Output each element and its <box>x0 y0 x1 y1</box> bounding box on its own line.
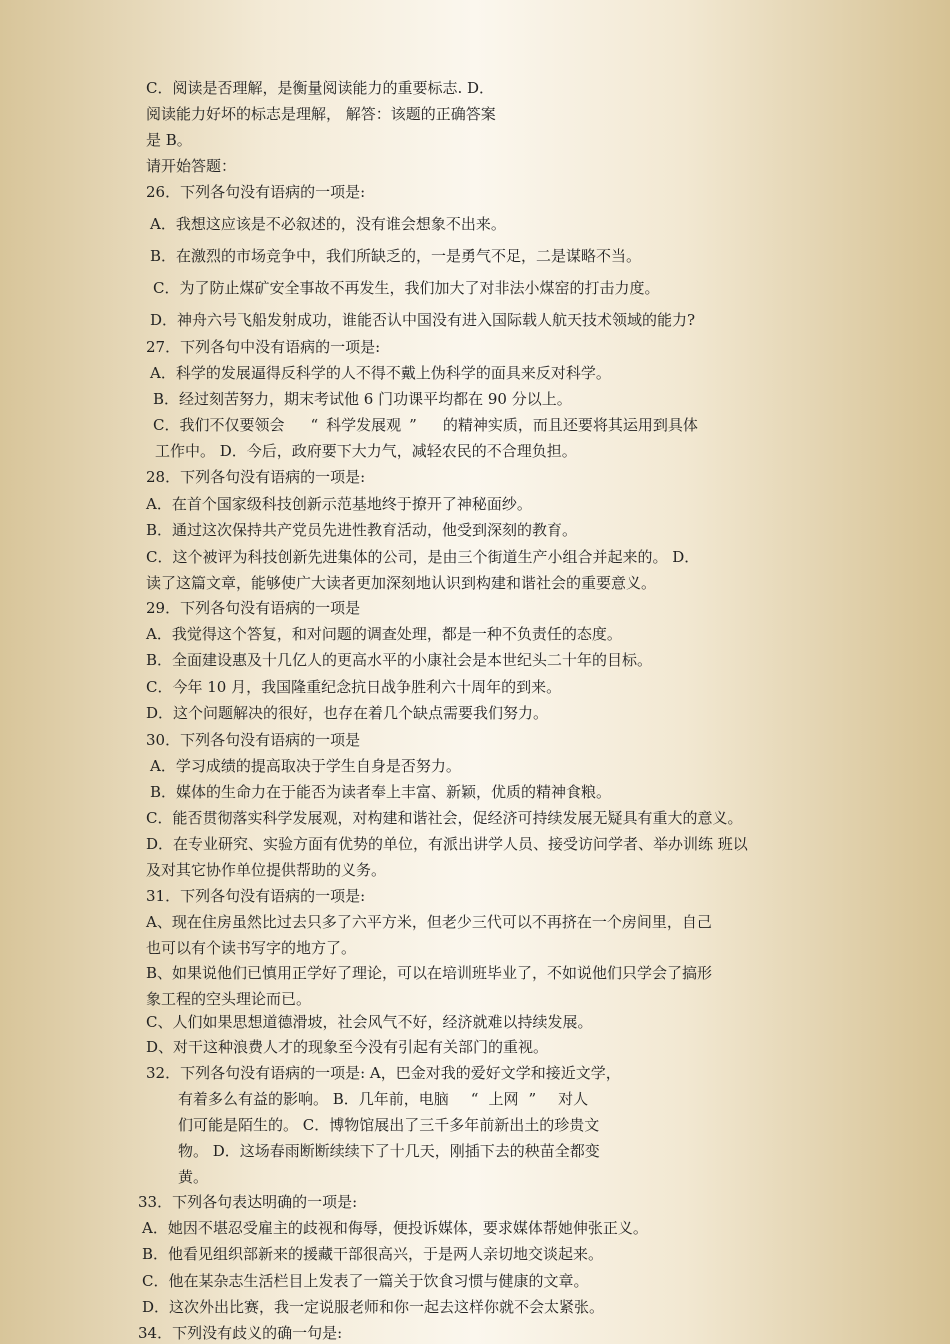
intro-line-4: 请开始答题： <box>146 157 237 175</box>
option-b: B．全面建设惠及十几亿人的更高水平的小康社会是本世纪头二十年的目标。 <box>146 651 653 669</box>
question-line-5: 黄。 <box>178 1168 209 1186</box>
question-stem: 29．下列各句没有语病的一项是 <box>146 599 361 617</box>
question-stem: 33．下列各句表达明确的一项是: <box>138 1193 358 1211</box>
question-stem: 31．下列各句没有语病的一项是: <box>146 887 366 905</box>
option-d: D．这次外出比赛，我一定说服老师和你一起去这样你就不会太紧张。 <box>142 1298 605 1316</box>
close-quote: ” <box>409 416 417 434</box>
option-a-line-1: A、现在住房虽然比过去只多了六平方米，但老少三代可以不再挤在一个房间里，自己 <box>146 913 712 931</box>
option-c: C、人们如果思想道德滑坡，社会风气不好，经济就难以持续发展。 <box>146 1013 593 1031</box>
option-a: A．我觉得这个答复，和对问题的调查处理，都是一种不负责任的态度。 <box>146 625 622 643</box>
option-b: B．媒体的生命力在于能否为读者奉上丰富、新颖，优质的精神食粮。 <box>150 783 612 801</box>
open-quote: “ <box>470 1090 479 1108</box>
option-d: 读了这篇文章，能够使广大读者更加深刻地认识到构建和谐社会的重要意义。 <box>146 574 657 592</box>
question-stem: 34．下列没有歧义的确一句是: <box>138 1324 343 1342</box>
option-c: C．为了防止煤矿安全事故不再发生，我们加大了对非法小煤窑的打击力度。 <box>153 279 660 297</box>
option-c: C．今年 10 月，我国隆重纪念抗日战争胜利六十周年的到来。 <box>146 678 562 696</box>
option-b: B．经过刻苦努力，期末考试他 6 门功课平均都在 90 分以上。 <box>153 390 572 408</box>
option-c-suffix: 的精神实质，而且还要将其运用到具体 <box>442 416 698 434</box>
line-2-prefix: 有着多么有益的影响。 B．几年前，电脑 <box>178 1090 449 1108</box>
question-line-3: 们可能是陌生的。 C．博物馆展出了三千多年前新出土的珍贵文 <box>178 1116 600 1134</box>
option-b-line-1: B、如果说他们已慎用正学好了理论，可以在培训班毕业了，不如说他们只学会了搞形 <box>146 964 713 982</box>
question-stem: 28．下列各句没有语病的一项是: <box>146 468 366 486</box>
option-a: A．科学的发展逼得反科学的人不得不戴上伪科学的面具来反对科学。 <box>150 364 611 382</box>
option-c: C．他在某杂志生活栏目上发表了一篇关于饮食习惯与健康的文章。 <box>142 1272 589 1290</box>
question-stem: 26．下列各句没有语病的一项是: <box>146 183 366 201</box>
question-line-4: 物。 D．这场春雨断断续续下了十几天，刚插下去的秧苗全都变 <box>178 1142 600 1160</box>
option-a: A．她因不堪忍受雇主的歧视和侮辱，便投诉媒体，要求媒体帮她伸张正义。 <box>142 1219 648 1237</box>
option-b: B．他看见组织部新来的援藏干部很高兴，于是两人亲切地交谈起来。 <box>142 1245 604 1263</box>
open-quote: “ <box>310 416 319 434</box>
question-stem: 27．下列各句中没有语病的一项是: <box>146 338 381 356</box>
question-line-2 <box>178 1089 588 1109</box>
option-a-line-2: 也可以有个读书写字的地方了。 <box>146 939 357 957</box>
quoted-term: 科学发展观 <box>326 416 402 434</box>
option-c: C．能否贯彻落实科学发展观，对构建和谐社会，促经济可持续发展无疑具有重大的意义。 <box>146 809 743 827</box>
intro-line-2: 阅读能力好坏的标志是理解， 解答：该题的正确答案 <box>146 105 496 123</box>
option-a: A．我想这应该是不必叙述的，没有谁会想象不出来。 <box>150 215 506 233</box>
intro-line-1: C．阅读是否理解，是衡量阅读能力的重要标志. D． <box>146 79 495 97</box>
option-d: D．这个问题解决的很好，也存在着几个缺点需要我们努力。 <box>146 704 549 722</box>
option-c-line-2: 工作中。 D．今后，政府要下大力气，减轻农民的不合理负担。 <box>155 442 577 460</box>
quoted-term: 上网 <box>488 1090 519 1108</box>
line-2-suffix: 对人 <box>558 1090 589 1108</box>
option-a: A．学习成绩的提高取决于学生自身是否努力。 <box>150 757 461 775</box>
intro-line-3: 是 B。 <box>146 131 192 149</box>
option-c-line-1 <box>153 415 698 435</box>
option-b: B．在激烈的市场竞争中，我们所缺乏的，一是勇气不足，二是谋略不当。 <box>150 247 642 265</box>
question-stem: 32．下列各句没有语病的一项是: A，巴金对我的爱好文学和接近文学， <box>146 1064 621 1082</box>
option-d-line-1: D．在专业研究、实验方面有优势的单位，有派出讲学人员、接受访问学者、举办训练 班以 <box>146 835 748 853</box>
option-a: A．在首个国家级科技创新示范基地终于撩开了神秘面纱。 <box>146 495 532 513</box>
option-d: D．神舟六号飞船发射成功，谁能否认中国没有进入国际载人航天技术领域的能力? <box>150 311 696 329</box>
option-c: C．这个被评为科技创新先进集体的公司，是由三个街道生产小组合并起来的。 D． <box>146 548 700 566</box>
option-d: D、对干这种浪费人才的现象至今没有引起有关部门的重视。 <box>146 1038 549 1056</box>
option-d-line-2: 及对其它协作单位提供帮助的义务。 <box>146 861 387 879</box>
question-stem: 30．下列各句没有语病的一项是 <box>146 731 361 749</box>
close-quote: ” <box>528 1090 537 1108</box>
option-b-line-2: 象工程的空头理论而已。 <box>146 990 312 1008</box>
option-b: B．通过这次保持共产党员先进性教育活动，他受到深刻的教育。 <box>146 521 578 539</box>
option-c-prefix: C．我们不仅要领会 <box>153 416 285 434</box>
